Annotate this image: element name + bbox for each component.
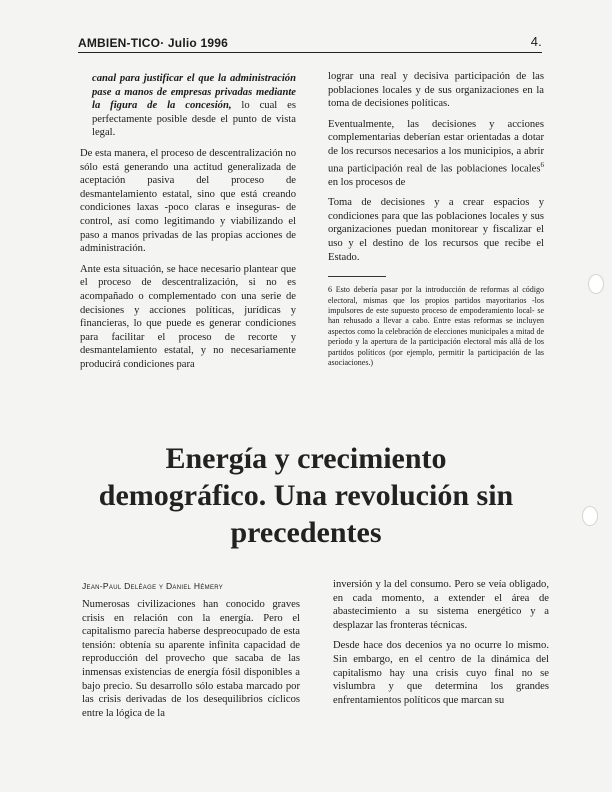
column-1-paragraph-2: De esta manera, el proceso de descentralización no sólo está generando una actitud generalizada de aceptación pasiva del proceso de desmantelamiento estatal, sino que está creando condiciones laxas -poco claras e inseguras- de control, así como legitimando y viabilizando el paso a manos privadas de las propias acciones de administración. (80, 147, 296, 255)
page-number: 4. (530, 34, 542, 49)
column-1 (80, 72, 296, 378)
column-1-lead-paragraph (80, 72, 296, 140)
footnote-divider (328, 276, 386, 277)
column-2-paragraph-2 (328, 118, 544, 190)
footnote-reference: 6 (540, 160, 544, 169)
column-2-paragraph-3: Toma de decisiones y a crear espacios y condiciones para que las poblaciones locales y sus organizaciones puedan monitorear y fiscalizar el uso y el destino de los recursos que recibe el Estado. (328, 197, 544, 263)
lead-rest: lo cual es perfectamente posible desde el punto de vista legal. (92, 100, 296, 139)
column-2-paragraph-1: lograr una real y decisiva participación de las poblaciones locales y de sus organizaciones en la toma de decisiones políticas. (328, 71, 544, 110)
title-line-1: Energía y crecimiento (165, 442, 447, 475)
publication-title: AMBIEN-TICO· Julio 1996 (78, 36, 228, 50)
column-4 (333, 578, 549, 714)
article-title (60, 440, 552, 551)
article-authors: Jean-Paul Deléage y Daniel Hémery (82, 581, 224, 591)
footnote: 6 Esto debería pasar por la introducción de reformas al código electoral, mismas que los propios partidos mayoritarios -los impulsores de este supuesto proceso de empoderamiento local- se han rehusado a llevar a cabo. Entre estas reformas se incluyen aspectos como la celebración de elecciones municipales a mitad de período y la apertura de la participación electoral más allá de los partidos políticos (por ejemplo, permitir la participación de las asociaciones.) (328, 285, 544, 368)
binder-hole-bottom (582, 506, 598, 526)
column-4-paragraph-1: inversión y la del consumo. Pero se veía obligado, en cada momento, a extender el área de abastecimiento a su sistema energético y a desplazar las fronteras técnicas. (333, 579, 549, 631)
column-2 (328, 70, 544, 376)
paragraph-text-after: en los procesos de (328, 176, 406, 188)
paragraph-text-before: Eventualmente, las decisiones y acciones complementarias deberían estar orientadas a dotar de los recursos necesarios a los municipios, a abrir una participación real de las poblaciones locales (328, 118, 544, 175)
column-3-paragraph-1: Numerosas civilizaciones han conocido graves crisis en relación con la energía. Pero el capitalismo parecía haberse despreocupado de esta tensión: obtenía su aparente infinita capacidad de reproducción del provecho que sacaba de las inmensas existencias de energía fósil disponibles a bajo precio. Su desarrollo sólo estaba marcado por las crisis derivadas de los desequilibrios cíclicos entre la lógica de la (82, 599, 300, 719)
column-4-paragraph-2: Desde hace dos decenios ya no ocurre lo mismo. Sin embargo, en el centro de la dinámica del capitalismo hay una crisis cuyo final no se vislumbra y que determina los grandes enfrentamientos políticos que marcan su (333, 640, 549, 706)
title-line-2: demográfico. Una revolución sin (98, 479, 514, 512)
title-line-3: precedentes (230, 516, 382, 549)
column-3 (82, 598, 300, 727)
binder-hole-top (588, 274, 604, 294)
running-header (78, 36, 542, 53)
italic-emphasis: canal para justificar el que la administración pase a manos de empresas privadas mediante la figura de la concesión, (92, 73, 296, 112)
column-1-paragraph-3: Ante esta situación, se hace necesario plantear que el proceso de descentralización, si no es acompañado o complementado con una serie de decisiones y acciones políticas, jurídicas y financieras, lo que puede es generar condiciones para facilitar el proceso de recorte y desmantelamiento estatal, y no necesariamente producirá condiciones para (80, 263, 296, 370)
